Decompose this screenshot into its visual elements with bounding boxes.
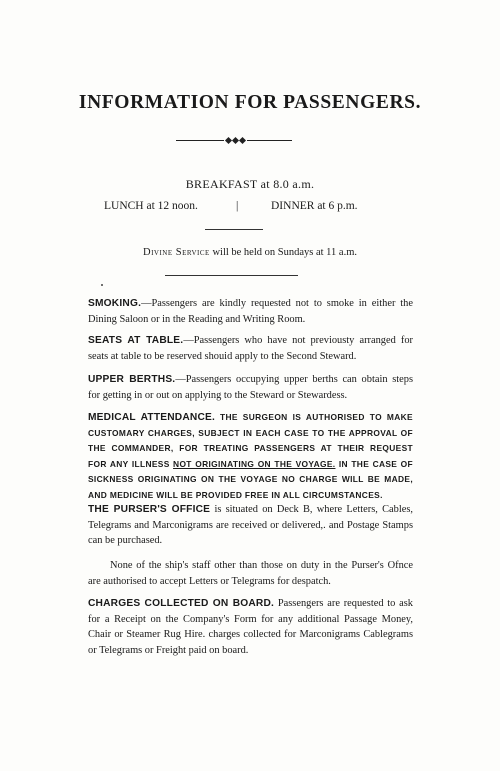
staff-section: [88, 558, 413, 589]
divider-long: [165, 275, 298, 276]
medical-text-start: THE SURGEON IS AUTHORISED TO MAKE CUSTOMARY CHARGES, SUBJECT IN EACH CASE TO THE APPROVAL OF THE COMMANDER, FOR TREATING PASSENGERS AT THEIR REQUEST FOR ANY ILLNESS: [88, 412, 413, 469]
berths-heading: UPPER BERTHS.: [88, 374, 176, 385]
medical-text-underlined: NOT ORIGINATING ON THE VOYAGE.: [173, 458, 336, 469]
berths-dash: —: [175, 374, 186, 385]
purser-heading: THE PURSER'S OFFICE: [88, 504, 211, 515]
ornament-line-right: [247, 140, 292, 141]
lunch-time: LUNCH at 12 noon.: [104, 200, 198, 212]
divine-service-label: Divine Service: [143, 247, 210, 258]
seats-dash: —: [183, 335, 194, 346]
purser-section: [88, 502, 413, 549]
dinner-time: DINNER at 6 p.m.: [271, 200, 358, 212]
seats-section: [88, 333, 413, 364]
smoking-heading: SMOKING.: [88, 298, 142, 309]
ornament-line-left: [176, 140, 224, 141]
medical-heading: MEDICAL ATTENDANCE.: [88, 412, 216, 423]
charges-section: [88, 596, 413, 658]
ornament-diamond-3: [239, 137, 246, 144]
print-speck: [101, 284, 103, 286]
smoking-dash: —: [141, 298, 152, 309]
page-title: INFORMATION FOR PASSENGERS.: [78, 92, 422, 113]
meal-separator: |: [236, 200, 239, 212]
smoking-text: Passengers are kindly requested not to smoke in either the Dining Saloon or in the Reading and Writing Room.: [88, 298, 413, 325]
staff-text: None of the ship's staff other than those on duty in the Purser's Ofnce are authorised to accept Letters or Telegrams for despatch.: [88, 560, 413, 587]
divine-service-note: [0, 247, 500, 258]
divine-service-text: will be held on Sundays at 11 a.m.: [212, 247, 357, 258]
berths-text: Passengers occupying upper berths can obtain steps for getting in or out on applying to the Steward or Stewardess.: [88, 374, 413, 401]
purser-text: is situated on Deck B, where Letters, Cables, Telegrams and Marconigrams are received or delivered,. and Postage Stamps can be purchased.: [88, 504, 413, 546]
seats-heading: SEATS AT TABLE.: [88, 335, 184, 346]
smoking-section: [88, 296, 413, 327]
medical-section: [88, 410, 413, 503]
title-ornament: [176, 138, 292, 144]
medical-text-end: IN THE CASE OF SICKNESS ORIGINATING ON THE VOYAGE NO CHARGE WILL BE MADE, AND MEDICINE WILL BE PROVIDED FREE IN ALL CIRCUMSTANCES.: [88, 458, 413, 500]
lunch-dinner-row: [0, 200, 500, 216]
berths-section: [88, 372, 413, 403]
breakfast-time: BREAKFAST at 8.0 a.m.: [185, 177, 315, 191]
seats-text: Passengers who have not previousty arranged for seats at table to be reserved shouid apply to the Second Steward.: [88, 335, 414, 362]
charges-heading: CHARGES COLLECTED ON BOARD.: [88, 598, 275, 609]
charges-text: Passengers are requested to ask for a Receipt on the Company's Form for any additional Passage Money, Chair or Steamer Rug Hire. charges collected for Marconigrams Cablegrams or Telegrams or Freight paid on board.: [88, 598, 413, 656]
divider-short: [205, 229, 263, 230]
